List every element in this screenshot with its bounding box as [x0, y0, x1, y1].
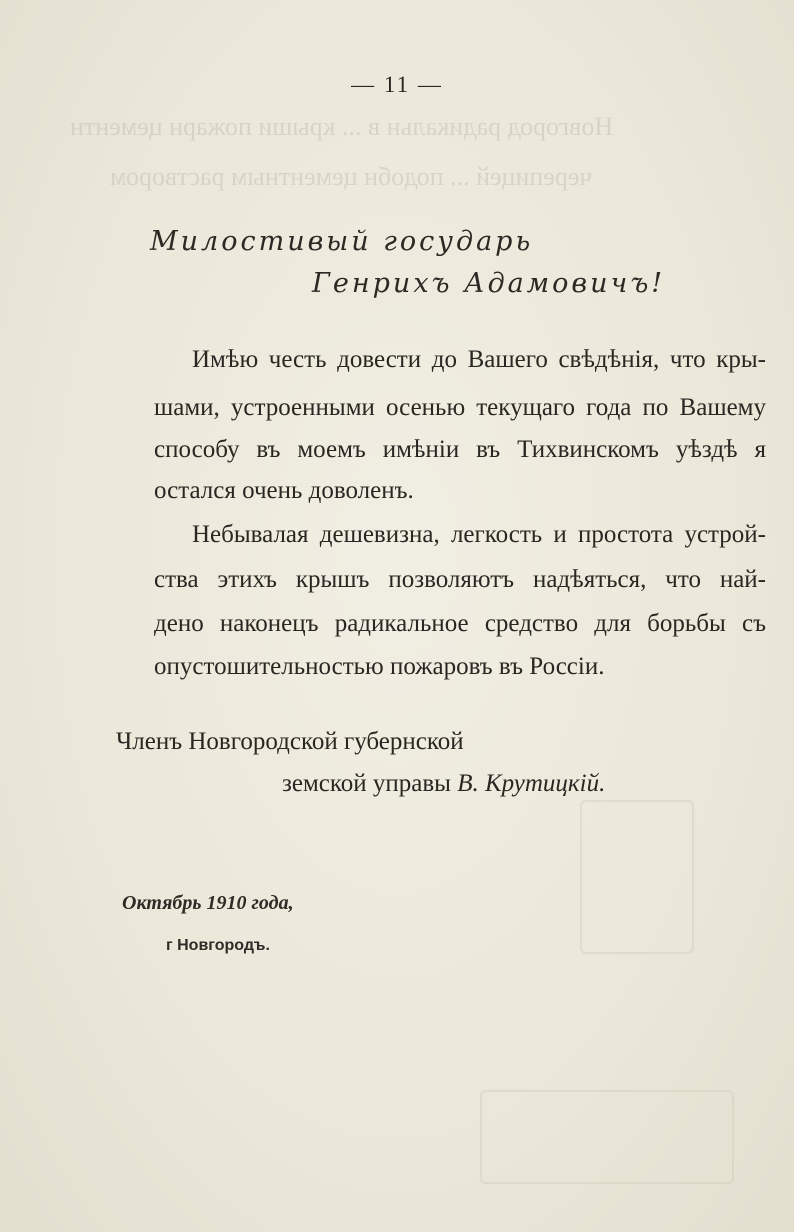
text-line: ства этихъ крышъ позволяютъ надѣяться, что най-: [154, 566, 766, 593]
text-line: остался очень доволенъ.: [154, 477, 414, 504]
text-line: шами, устроенными осенью текущаго года по Вашему: [154, 394, 766, 421]
signature-line: [282, 770, 605, 798]
signature-title: Членъ Новгородской губернской: [116, 728, 464, 755]
signature-name: В. Крутицкій.: [457, 770, 606, 797]
text-line: способу въ моемъ имѣніи въ Тихвинскомъ уѣздѣ я: [154, 436, 766, 463]
text-line: опустошительностью пожаровъ въ Россіи.: [154, 653, 605, 680]
bleed-through-text: черепицей ... подобн цементным раствором: [110, 162, 593, 191]
salutation-line: Милостивый государь: [150, 226, 534, 257]
faint-library-stamp: [480, 1090, 734, 1184]
text-line: дено наконецъ радикальное средство для борьбы съ: [154, 610, 766, 637]
text-line: Небывалая дешевизна, легкость и простота устрой-: [192, 521, 766, 548]
salutation-line: Генрихъ Адамовичъ!: [312, 268, 666, 299]
faint-library-stamp: [580, 800, 694, 954]
page-number: — 11 —: [351, 72, 443, 97]
signature-org: земской управы: [282, 770, 451, 797]
date-line: Октябрь 1910 года,: [122, 892, 294, 914]
bleed-through-text: Новгород радикальн в ... крыши пожарн цементн: [70, 112, 614, 141]
text-line: Имѣю честь довести до Вашего свѣдѣнія, что кры-: [192, 346, 766, 373]
place-line: г Новгородъ.: [166, 937, 270, 954]
